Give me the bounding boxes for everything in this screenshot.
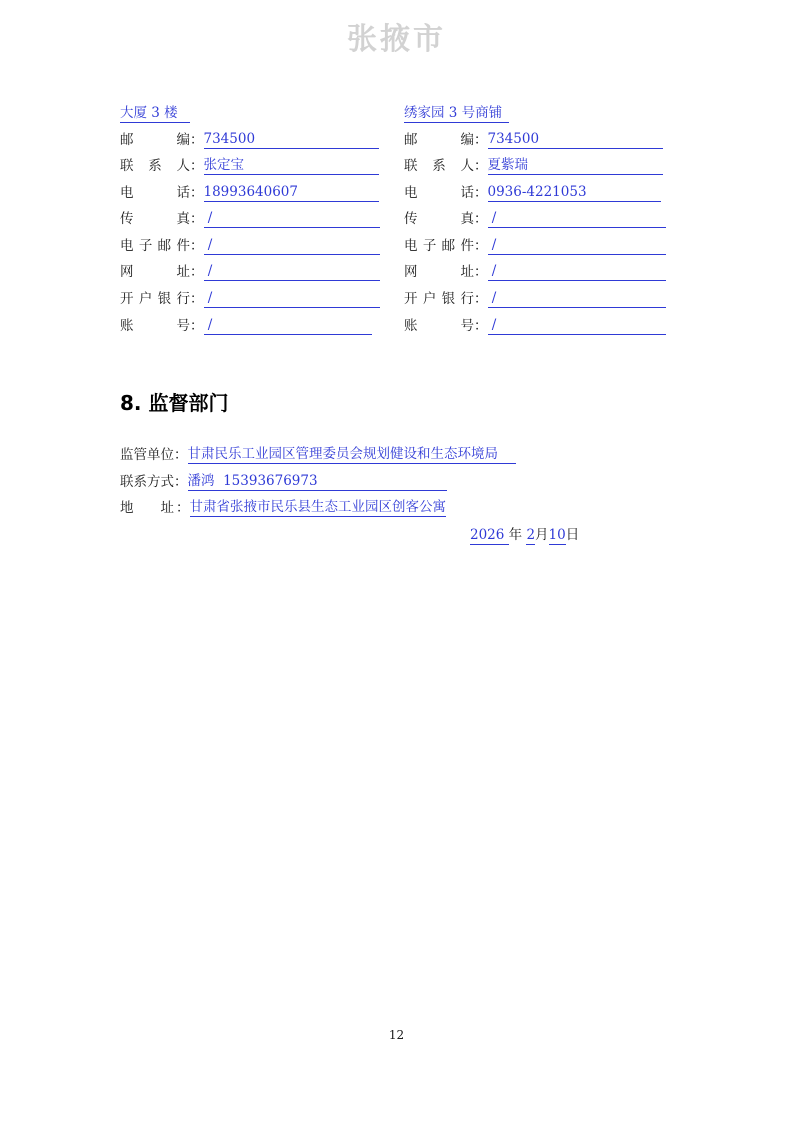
- right-contact-label: 联 系 人: [404, 158, 474, 174]
- right-address-cont-row: [404, 104, 509, 123]
- date-month: 2: [526, 527, 536, 543]
- supervision-address-label: 地 址: [120, 500, 174, 516]
- watermark: 张掖市: [347, 22, 446, 57]
- left-fax-label: 传 真: [120, 211, 190, 227]
- right-phone-label: 电 话: [404, 185, 474, 201]
- left-fax-value: /: [204, 210, 380, 228]
- left-phone-label: 电 话: [120, 185, 190, 201]
- supervision-unit-row: 监管单位：甘肃民乐工业园区管理委员会规划健设和生态环境局: [120, 446, 516, 464]
- left-postcode-label: 邮 编: [120, 132, 190, 148]
- left-web-row: 网 址： /: [120, 263, 380, 281]
- left-contact-row: 联 系 人：张定宝: [120, 157, 379, 175]
- date-day-unit: 日: [565, 527, 580, 543]
- right-account-row: 账 号： /: [404, 317, 666, 335]
- section-heading: 8. 监督部门: [120, 391, 229, 415]
- supervision-contact-value: 潘鸿 15393676973: [188, 473, 447, 491]
- left-postcode-row: 邮 编：734500: [120, 131, 379, 149]
- left-bank-row: 开户银行： /: [120, 290, 380, 308]
- supervision-address-row: 地 址 ：甘肃省张掖市民乐县生态工业园区创客公寓: [120, 499, 446, 516]
- left-postcode-value: 734500: [204, 131, 379, 149]
- left-bank-value: /: [204, 290, 380, 308]
- left-account-label: 账 号: [120, 318, 190, 334]
- right-account-value: /: [488, 317, 666, 335]
- right-postcode-row: 邮 编：734500: [404, 131, 663, 149]
- right-contact-row: 联 系 人：夏紫瑞: [404, 157, 663, 175]
- date-month-unit: 月: [535, 527, 549, 543]
- left-contact-value: 张定宝: [204, 157, 379, 175]
- left-bank-label: 开户银行: [120, 291, 190, 307]
- right-bank-label: 开户银行: [404, 291, 474, 307]
- left-email-label: 电子邮件: [120, 238, 190, 254]
- left-account-row: 账 号： /: [120, 317, 372, 335]
- left-fax-row: 传 真： /: [120, 210, 380, 228]
- right-address-cont: 绣家园 3 号商铺: [404, 105, 509, 123]
- left-account-value: /: [204, 317, 372, 335]
- left-email-value: /: [204, 237, 380, 255]
- supervision-unit-label: 监管单位: [120, 447, 174, 463]
- date-year: 2026: [470, 527, 509, 545]
- document-date: [470, 526, 579, 545]
- date-day: 10: [548, 527, 566, 543]
- right-account-label: 账 号: [404, 318, 474, 334]
- right-postcode-value: 734500: [488, 131, 663, 149]
- left-web-value: /: [204, 263, 380, 281]
- right-phone-value: 0936-4221053: [488, 184, 661, 202]
- right-bank-row: 开户银行： /: [404, 290, 666, 308]
- left-web-label: 网 址: [120, 264, 190, 280]
- right-email-row: 电子邮件： /: [404, 237, 666, 255]
- left-email-row: 电子邮件： /: [120, 237, 380, 255]
- supervision-contact-label: 联系方式: [120, 474, 174, 490]
- right-phone-row: 电 话：0936-4221053: [404, 184, 661, 202]
- right-bank-value: /: [488, 290, 666, 308]
- right-postcode-label: 邮 编: [404, 132, 474, 148]
- right-web-row: 网 址： /: [404, 263, 666, 281]
- supervision-contact-row: 联系方式：潘鸿 15393676973: [120, 473, 447, 491]
- right-email-value: /: [488, 237, 666, 255]
- page-number: 12: [388, 1028, 405, 1042]
- left-phone-row: 电 话：18993640607: [120, 184, 379, 202]
- date-year-unit: 年: [508, 527, 523, 543]
- supervision-address-value: 甘肃省张掖市民乐县生态工业园区创客公寓: [189, 499, 446, 515]
- right-fax-row: 传 真： /: [404, 210, 666, 228]
- left-address-cont: 大厦 3 楼: [120, 105, 190, 123]
- right-contact-value: 夏紫瑞: [488, 157, 663, 175]
- left-phone-value: 18993640607: [204, 184, 379, 202]
- right-fax-label: 传 真: [404, 211, 474, 227]
- right-fax-value: /: [488, 210, 666, 228]
- right-web-label: 网 址: [404, 264, 474, 280]
- right-web-value: /: [488, 263, 666, 281]
- left-address-cont-row: [120, 104, 190, 123]
- right-email-label: 电子邮件: [404, 238, 474, 254]
- supervision-unit-value: 甘肃民乐工业园区管理委员会规划健设和生态环境局: [188, 446, 516, 464]
- left-contact-label: 联 系 人: [120, 158, 190, 174]
